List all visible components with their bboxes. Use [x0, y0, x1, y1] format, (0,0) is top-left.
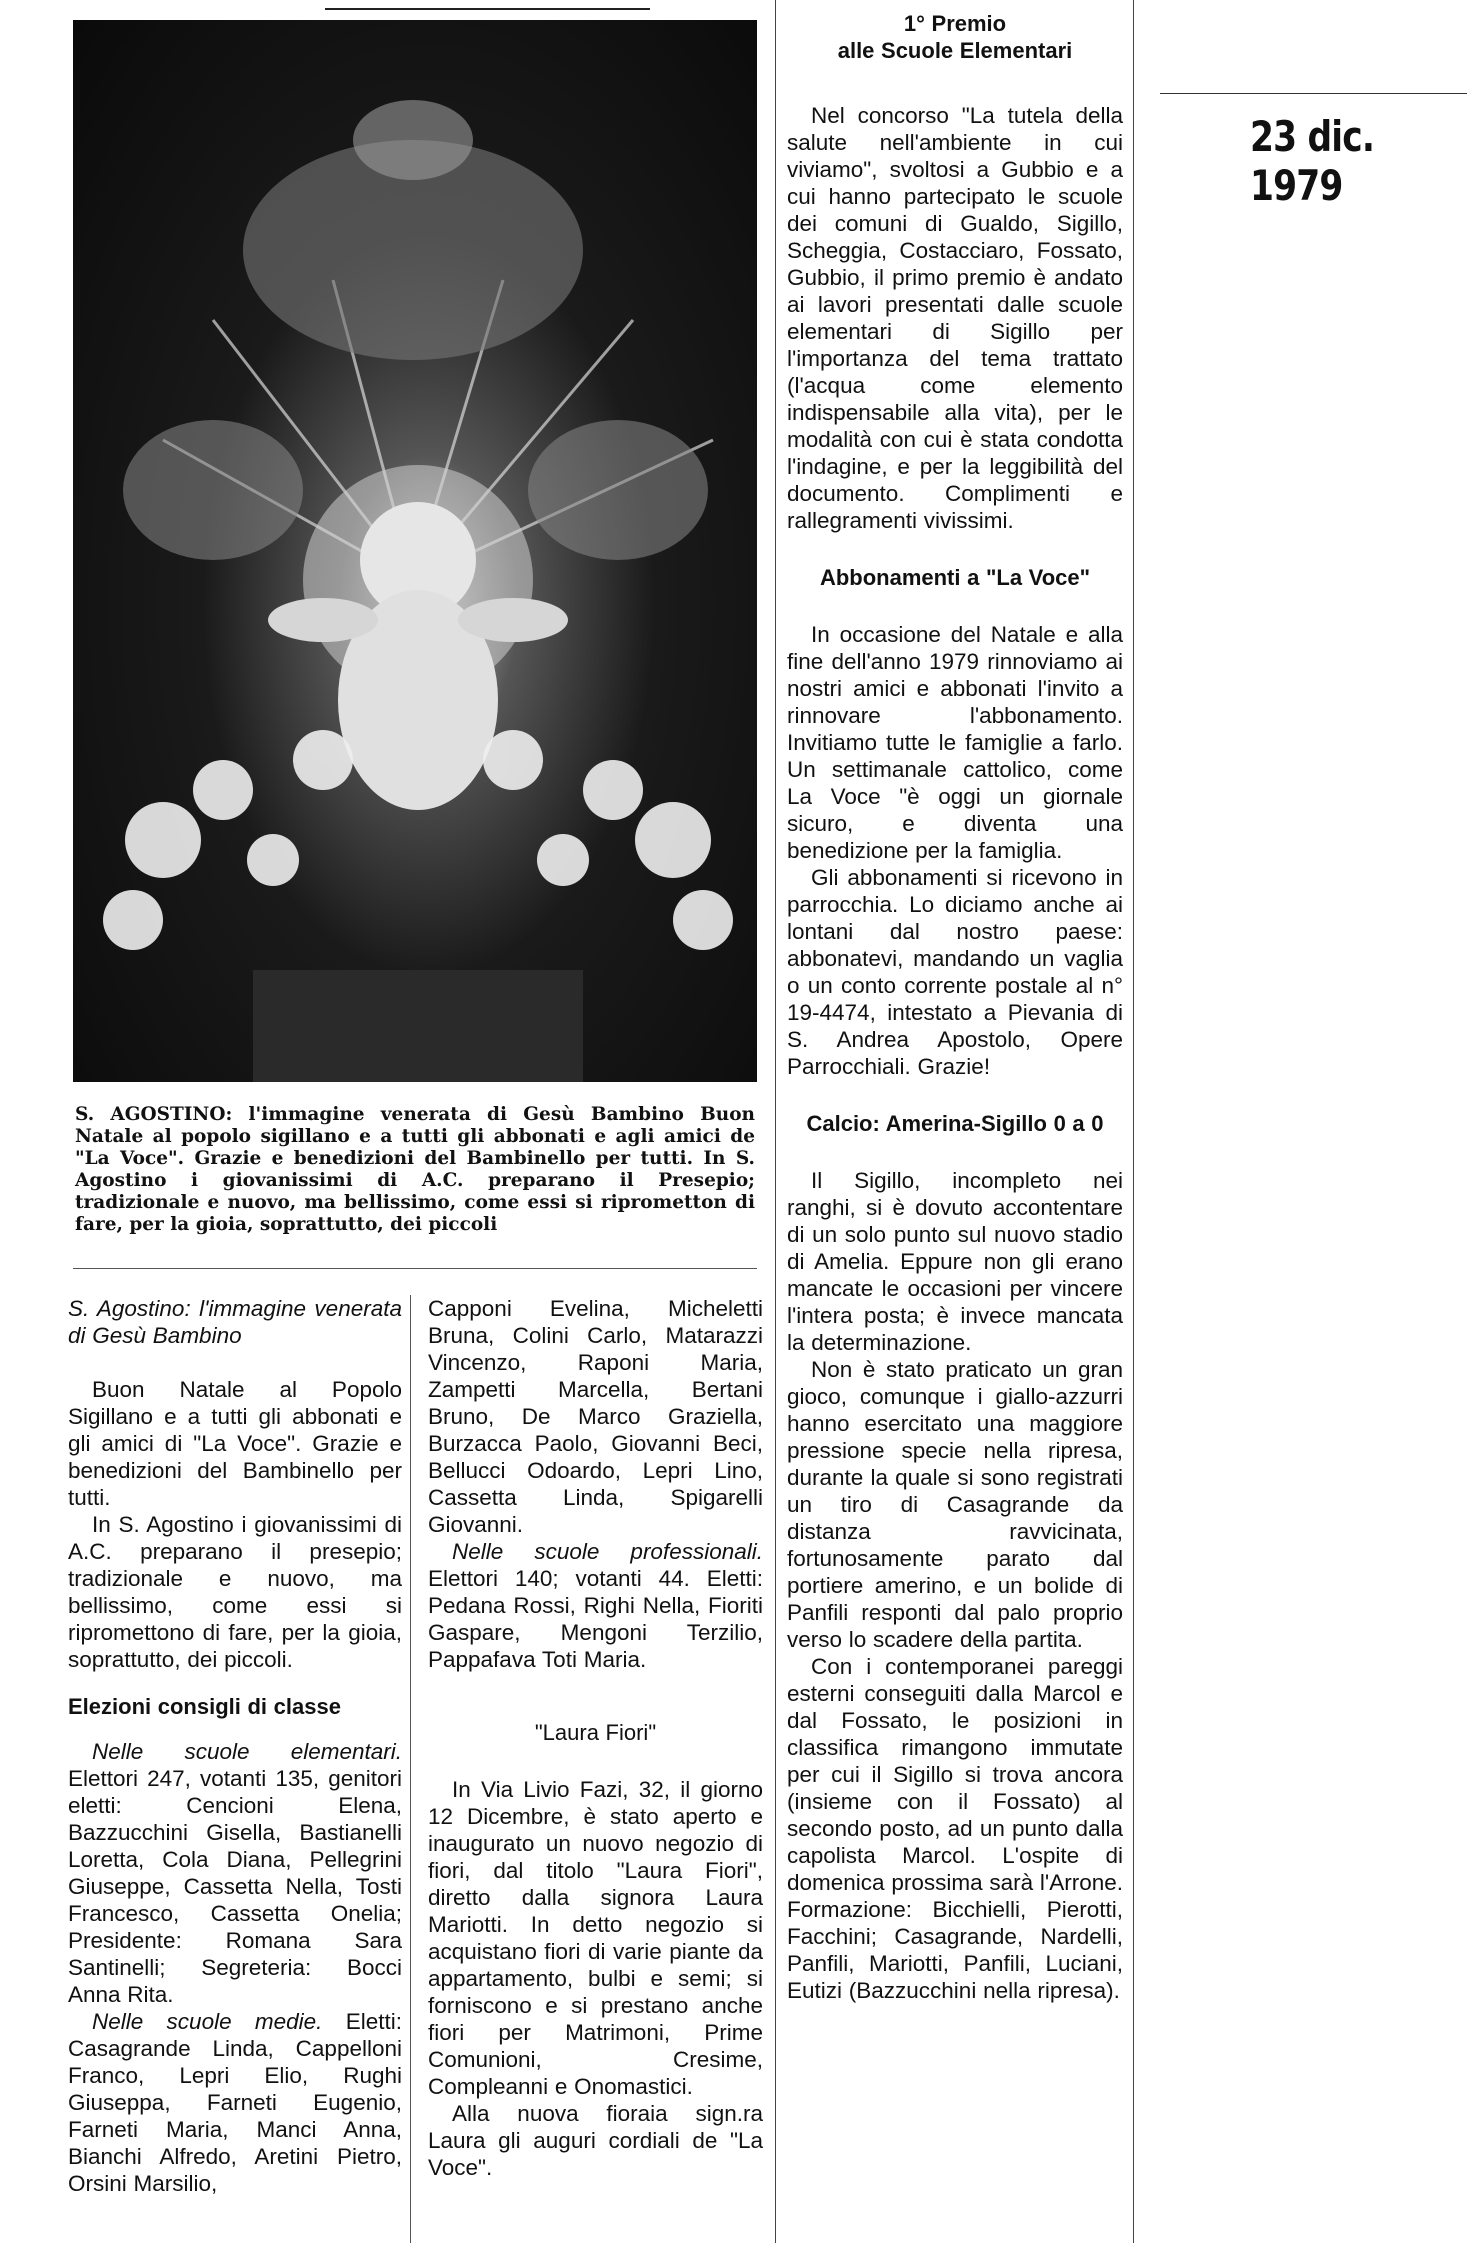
photo-caption: S. AGOSTINO: l'immagine venerata di Gesù Bambino Buon Natale al popolo sigillano e a tutti gli abbonati e agli amici de "La Voce". Grazie e benedizioni del Bambinello per tutti. In S. Agostino i giovanissimi di A.C. preparano il Presepio; tradizionale e nuovo, ma bellissimo, come essi si riprometton di fare, per la gioia, soprattutto, dei piccoli	[75, 1104, 755, 1235]
heading-abbonamenti: Abbonamenti a "La Voce"	[819, 565, 1091, 590]
column-3	[787, 10, 1123, 2004]
label-professionali: Nelle scuole professionali.	[452, 1539, 763, 1564]
date-stamp: 23 dic. 1979	[1250, 112, 1375, 210]
heading-elezioni: Elezioni consigli di classe	[68, 1694, 341, 1719]
col2-para1: In Via Livio Fazi, 32, il giorno 12 Dicembre, è stato aperto e inaugurato un nuovo negozio di fiori, dal titolo "Laura Fiori", diretto dalla signora Laura Mariotti. In detto negozio si acquistano fiori di varie piante da appartamento, bulbi e semi; si forniscono e si prestano anche fiori per Matrimoni, Prime Comunioni, Cresime, Compleanni e Onomastici.	[428, 1777, 763, 2099]
col1-para1: Buon Natale al Popolo Sigillano e a tutti gli abbonati e gli amici di "La Voce". Grazie e benedizioni del Bambinello per tutti.	[68, 1377, 402, 1510]
label-medie: Nelle scuole medie.	[92, 2009, 323, 2034]
intro-italic: S. Agostino: l'immagine venerata di Gesù Bambino	[68, 1296, 402, 1348]
photo-illustration	[73, 20, 757, 1082]
label-elementari: Nelle scuole elementari.	[92, 1739, 402, 1764]
col1-para2: In S. Agostino i giovanissimi di A.C. preparano il presepio; tradizionale e nuovo, ma bellissimo, come essi si ripromettono di fare, per la gioia, soprattutto, dei piccoli.	[68, 1512, 402, 1672]
heading-premio-line2: alle Scuole Elementari	[837, 38, 1073, 63]
col3-calcio-para1: Il Sigillo, incompleto nei ranghi, si è dovuto accontentare di un solo punto sul nuovo stadio di Amelia. Eppure non gli erano mancate le occasioni per vincere l'intera posta; è invece mancata la determinazione.	[787, 1168, 1123, 1355]
column-1	[68, 1295, 402, 2197]
heading-laura-fiori: "Laura Fiori"	[534, 1720, 657, 1745]
col3-calcio-para3: Con i contemporanei pareggi esterni conseguiti dalla Marcol e dal Fossato, le posizioni in classifica rimangono immutate per cui il Sigillo si trova ancora (insieme con il Fossato) al secondo posto, ad un punto dalla capolista Marcol. L'ospite di domenica prossima sarà l'Arrone. Formazione: Bicchielli, Pierotti, Facchini; Casagrande, Nardelli, Panfili, Mariotti, Panfili, Luciani, Eutizi (Bazzucchini nella ripresa).	[787, 1654, 1123, 2003]
column-rule-right-of-photo	[775, 0, 776, 2243]
heading-calcio: Calcio: Amerina-Sigillo 0 a 0	[806, 1111, 1104, 1136]
column-rule-right-col3	[1133, 0, 1134, 2243]
col2-professionali	[428, 1538, 763, 1673]
column-rule-col1-col2	[410, 1295, 411, 2243]
column-2	[428, 1295, 763, 2181]
top-rule	[325, 8, 650, 10]
text-elementari: Elettori 247, votanti 135, genitori eletti: Cencioni Elena, Bazzucchini Gisella, Bastianelli Loretta, Cola Diana, Pellegrini Giuseppe, Cassetta Nella, Tosti Francesco, Cassetta Onelia; Presidente: Romana Sara Santinelli; Segreteria: Bocci Anna Rita.	[68, 1766, 402, 2007]
col3-abb-para2: Gli abbonamenti si ricevono in parrocchia. Lo diciamo anche ai lontani dal nostro paese: abbonatevi, mandando un vaglia o un conto corrente postale al n° 19-4474, intestato a Pievania di S. Andrea Apostolo, Opere Parrocchiali. Grazie!	[787, 865, 1123, 1079]
col1-elementari	[68, 1738, 402, 2008]
col2-para2: Alla nuova fioraia sign.ra Laura gli auguri cordiali de "La Voce".	[428, 2101, 763, 2180]
col1-medie	[68, 2008, 402, 2197]
text-professionali: Elettori 140; votanti 44. Eletti: Pedana Rossi, Righi Nella, Fioriti Gaspare, Mengoni Terzilio, Pappafava Toti Maria.	[428, 1566, 763, 1672]
date-rule	[1160, 93, 1467, 94]
heading-premio-line1: 1° Premio	[903, 11, 1007, 36]
col3-calcio-para2: Non è stato praticato un gran gioco, comunque i giallo-azzurri hanno esercitato una maggiore pressione specie nella ripresa, durante la quale si sono registrati un tiro di Casagrande da distanza ravvicinata, fortunosamente parato dal portiere amerino, e un bolide di Panfili responti dal palo proprio verso lo scadere della partita.	[787, 1357, 1123, 1652]
col3-abb-para1: In occasione del Natale e alla fine dell'anno 1979 rinnoviamo ai nostri amici e abbonati l'invito a rinnovare l'abbonamento. Invitiamo tutte le famiglie a farlo. Un settimanale cattolico, come La Voce "è oggi un giornale sicuro, e diventa una benedizione per la famiglia.	[787, 622, 1123, 863]
col3-premio-text: Nel concorso "La tutela della salute nell'ambiente in cui viviamo", svoltosi a Gubbio e a cui hanno partecipato le scuole dei comuni di Gualdo, Sigillo, Scheggia, Costacciaro, Fossato, Gubbio, il primo premio è andato ai lavori presentati dalle scuole elementari di Sigillo per l'importanza del tema trattato (l'acqua come elemento indispensabile alla vita), per le modalità con cui è stata condotta l'indagine, e per la leggibilità del documento. Complimenti e rallegramenti vivissimi.	[787, 103, 1123, 533]
text-medie: Eletti: Casagrande Linda, Cappelloni Franco, Lepri Elio, Rughi Giuseppa, Farneti Eugenio, Farneti Maria, Manci Anna, Bianchi Alfredo, Aretini Pietro, Orsini Marsilio,	[68, 2009, 402, 2196]
col2-continuation: Capponi Evelina, Micheletti Bruna, Colini Carlo, Matarazzi Vincenzo, Raponi Maria, Zampetti Marcella, Bertani Bruno, De Marco Graziella, Burzacca Paolo, Giovanni Beci, Bellucci Odoardo, Lepri Lino, Cassetta Linda, Spigarelli Giovanni.	[428, 1296, 763, 1537]
caption-bottom-rule	[73, 1268, 757, 1269]
photo-gesu-bambino	[73, 20, 757, 1082]
